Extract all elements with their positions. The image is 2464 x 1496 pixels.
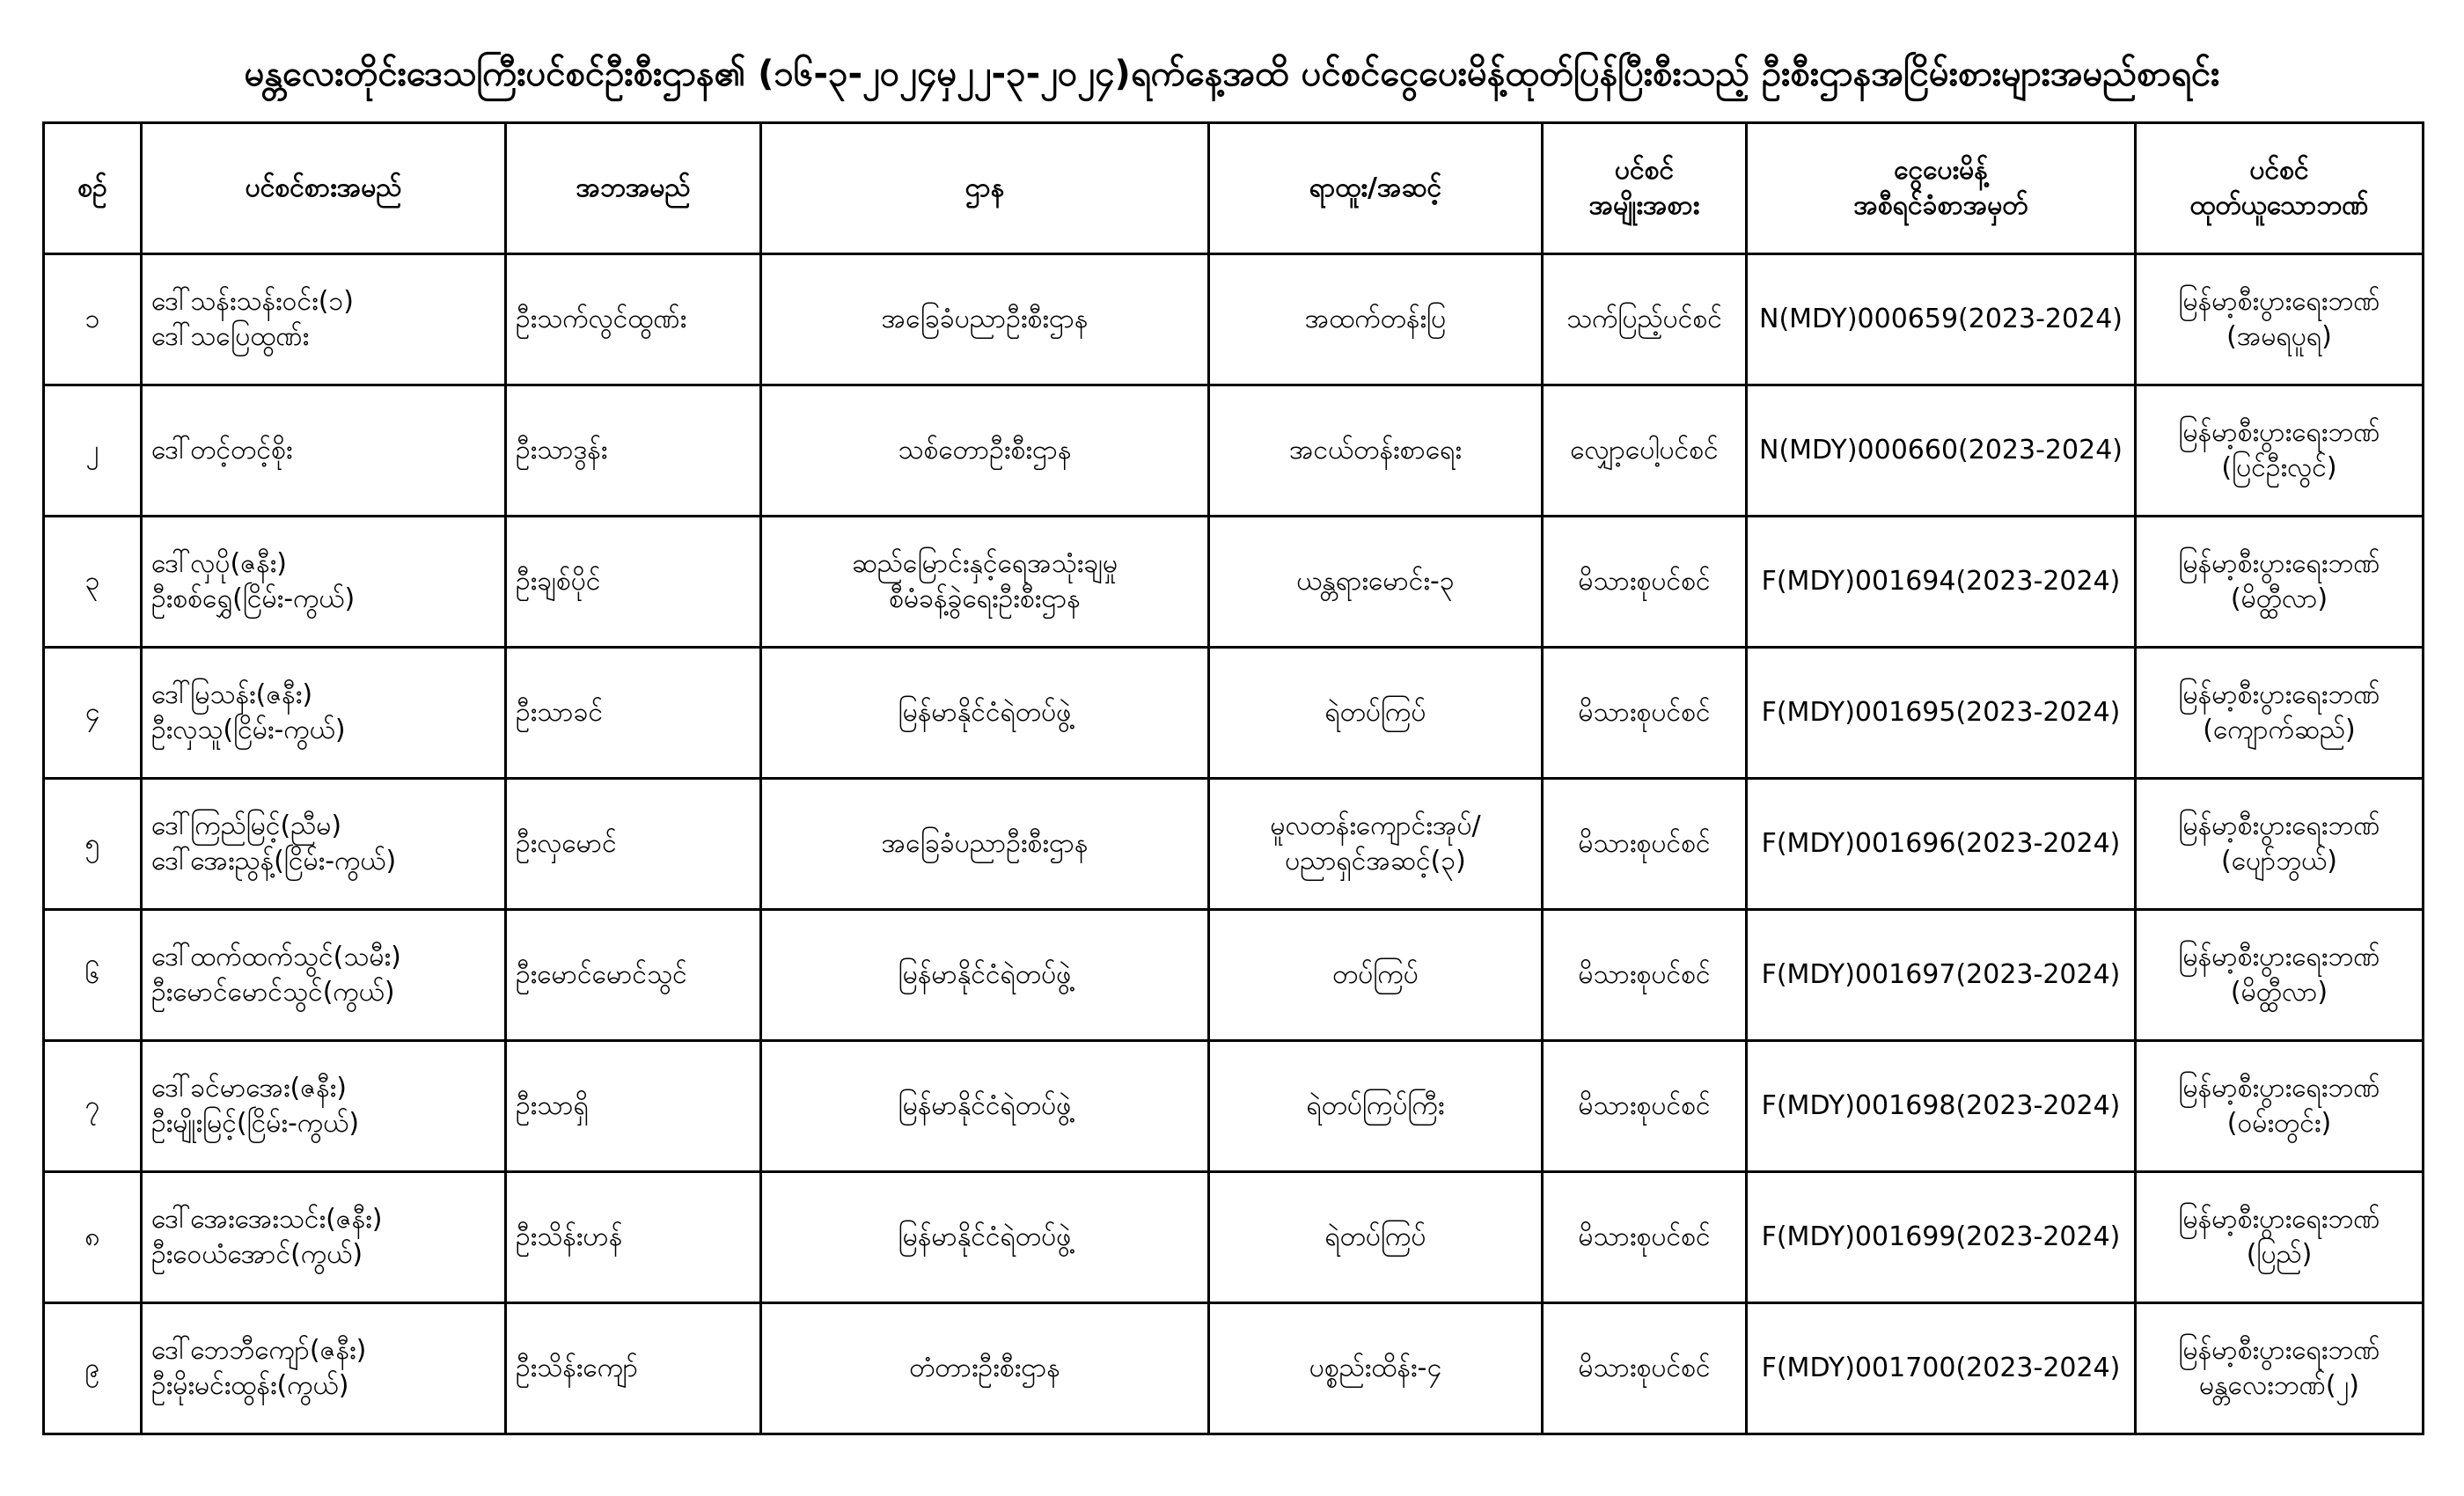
cell-text: F(MDY)001698(2023-2024) (1761, 1090, 2121, 1121)
cell-rank (1209, 910, 1543, 1041)
cell-pension-type (1543, 254, 1747, 385)
cell-rank (1209, 648, 1543, 779)
cell-bank (2136, 254, 2424, 385)
table-row (44, 910, 2424, 1041)
cell-father-name (506, 648, 761, 779)
cell-text: ပစ္စည်းထိန်း-၄ (1309, 1353, 1442, 1383)
cell-text: မိသားစုပင်စင် (1578, 959, 1711, 990)
cell-text: F(MDY)001697(2023-2024) (1761, 959, 2121, 990)
page-title: မန္တလေးတိုင်းဒေသကြီးပင်စင်ဦးစီးဌာန၏ (၁၆-၃-၂၀၂၄မှ၂၂-၃-၂၀၂၄)ရက်နေ့အထိ ပင်စင်ငွေပေးမိန့်ထုတ်ပြန်ပြီးစီးသည့် ဦးစီးဌာနအငြိမ်းစားများအမည်စာရင်း (244, 54, 2220, 94)
cell-text: သက်ပြည့်ပင်စင် (1566, 304, 1722, 334)
cell-text: ၂ (85, 435, 99, 466)
cell-text: ဦးမောင်မောင်သွင်(ကွယ်) (151, 977, 395, 1008)
cell-text: ဒေါ်မြသန်း(ဇနီး) (151, 679, 313, 710)
cell-pensioner-name (142, 648, 506, 779)
cell-department (761, 1041, 1209, 1172)
cell-text: အခြေခံပညာဦးစီးဌာန (881, 304, 1089, 334)
cell-text: ဒေါ်အေးအေးသင်း(ဇနီး) (151, 1204, 383, 1235)
cell-pension-type (1543, 910, 1747, 1041)
cell-rank (1209, 779, 1543, 910)
cell-order-number (1747, 910, 2136, 1041)
header-label: အဘအမည် (576, 172, 691, 203)
cell-text: ဦးဝေယံအောင်(ကွယ်) (151, 1239, 363, 1270)
cell-text: (ပြင်ဦးလွင်) (2221, 452, 2337, 483)
table-row (44, 648, 2424, 779)
cell-rank (1209, 1041, 1543, 1172)
cell-text: အထက်တန်းပြ (1304, 304, 1447, 334)
cell-pensioner-name (142, 1041, 506, 1172)
cell-text: မိသားစုပင်စင် (1578, 566, 1711, 597)
table-row (44, 254, 2424, 385)
cell-text: ၈ (84, 1221, 100, 1252)
cell-text: F(MDY)001695(2023-2024) (1761, 697, 2121, 728)
cell-text: ဆည်မြောင်းနှင့်ရေအသုံးချမှု (851, 548, 1118, 579)
cell-department (761, 517, 1209, 648)
cell-pension-type (1543, 648, 1747, 779)
cell-text: ဒေါ်ဘေဘီကျော်(ဇနီး) (151, 1335, 367, 1366)
cell-text: (ကျောက်ဆည်) (2203, 715, 2356, 745)
cell-text: မြန်မာ့စီးပွားရေးဘဏ် (2178, 1335, 2380, 1366)
cell-text: (ပျော်ဘွယ်) (2221, 846, 2337, 876)
cell-father-name (506, 1303, 761, 1434)
cell-text: ဦးသက်လွင်ထွဏ်း (516, 304, 687, 334)
cell-text: ဦးလှသူ(ငြိမ်း-ကွယ်) (151, 715, 346, 745)
cell-text: ဦးသိန်းဟန် (516, 1221, 623, 1252)
cell-text: ဦးလှမောင် (516, 828, 617, 859)
cell-text: ၆ (84, 959, 100, 990)
cell-text: ၄ (84, 697, 100, 728)
cell-text: F(MDY)001700(2023-2024) (1761, 1353, 2121, 1383)
cell-pensioner-name (142, 517, 506, 648)
header-label: အစီရင်ခံစာအမှတ် (1853, 190, 2028, 221)
cell-text: ဒေါ်သန်းသန်းဝင်း(၁) (151, 286, 354, 317)
table-body (44, 254, 2424, 1434)
cell-text: ရဲတပ်ကြပ် (1324, 697, 1426, 728)
cell-department (761, 1303, 1209, 1434)
cell-text: ၉ (84, 1353, 100, 1383)
cell-text: မြန်မာ့စီးပွားရေးဘဏ် (2178, 1204, 2380, 1235)
cell-rank (1209, 385, 1543, 517)
header-label: ရာထူး/အဆင့် (1309, 172, 1442, 203)
cell-text: (ပြည်) (2246, 1239, 2313, 1270)
cell-text: (မိတ္ထီလာ) (2230, 977, 2328, 1008)
cell-father-name (506, 779, 761, 910)
header-label: ထုတ်ယူသောဘဏ် (2189, 190, 2369, 221)
cell-bank (2136, 910, 2424, 1041)
table-row (44, 517, 2424, 648)
header-label: ဌာန (964, 172, 1005, 203)
cell-order-number (1747, 648, 2136, 779)
cell-no (44, 1303, 142, 1434)
header-label: စဉ် (77, 172, 107, 203)
cell-text: ပညာရှင်အဆင့်(၃) (1285, 846, 1466, 876)
cell-text: F(MDY)001694(2023-2024) (1761, 566, 2121, 597)
cell-text: အခြေခံပညာဦးစီးဌာန (881, 828, 1089, 859)
cell-text: ဒေါ်တင့်တင့်စိုး (151, 435, 293, 466)
cell-text: သစ်တောဦးစီးဌာန (898, 435, 1072, 466)
cell-text: တပ်ကြပ် (1332, 959, 1419, 990)
cell-text: မြန်မာ့စီးပွားရေးဘဏ် (2178, 942, 2380, 972)
cell-pension-type (1543, 385, 1747, 517)
cell-father-name (506, 254, 761, 385)
cell-order-number (1747, 779, 2136, 910)
cell-pension-type (1543, 1041, 1747, 1172)
cell-text: မြန်မာ့စီးပွားရေးဘဏ် (2178, 810, 2380, 841)
cell-pensioner-name (142, 385, 506, 517)
cell-order-number (1747, 385, 2136, 517)
cell-pension-type (1543, 517, 1747, 648)
header-row (44, 123, 2424, 254)
cell-text: ဦးစစ်ရွှေ(ငြိမ်း-ကွယ်) (151, 583, 356, 614)
cell-text: အငယ်တန်းစာရေး (1289, 435, 1462, 466)
cell-text: မိသားစုပင်စင် (1578, 697, 1711, 728)
cell-no (44, 910, 142, 1041)
cell-bank (2136, 1303, 2424, 1434)
cell-text: မြန်မာနိုင်ငံရဲတပ်ဖွဲ့ (898, 1090, 1072, 1121)
cell-department (761, 910, 1209, 1041)
cell-text: ဦးသာရှိ (516, 1090, 589, 1121)
cell-text: ရဲတပ်ကြပ်ကြီး (1306, 1090, 1445, 1121)
cell-text: (ဝမ်းတွင်း) (2226, 1108, 2332, 1139)
cell-text: F(MDY)001696(2023-2024) (1761, 828, 2121, 859)
pensioner-table (42, 121, 2424, 1435)
cell-text: ဦးမျိုးမြင့်(ငြိမ်း-ကွယ်) (151, 1108, 360, 1139)
cell-father-name (506, 517, 761, 648)
col-header-order (1747, 123, 2136, 254)
cell-text: မူလတန်းကျောင်းအုပ်/ (1270, 810, 1481, 841)
cell-text: ဒေါ်ကြည်မြင့်(ညီမ) (151, 810, 342, 841)
cell-bank (2136, 1041, 2424, 1172)
cell-department (761, 385, 1209, 517)
cell-bank (2136, 779, 2424, 910)
col-header-no (44, 123, 142, 254)
cell-pension-type (1543, 1172, 1747, 1303)
cell-no (44, 1041, 142, 1172)
col-header-type (1543, 123, 1747, 254)
cell-no (44, 517, 142, 648)
cell-rank (1209, 517, 1543, 648)
cell-text: ၁ (84, 304, 100, 334)
col-header-bank (2136, 123, 2424, 254)
cell-father-name (506, 1041, 761, 1172)
cell-bank (2136, 385, 2424, 517)
cell-text: မြန်မာ့စီးပွားရေးဘဏ် (2178, 679, 2380, 710)
cell-pensioner-name (142, 1303, 506, 1434)
header-label: အမျိုးအစား (1588, 190, 1700, 221)
cell-text: မိသားစုပင်စင် (1578, 1353, 1711, 1383)
table-row (44, 385, 2424, 517)
cell-text: ဦးမိုးမင်းထွန်း(ကွယ်) (151, 1370, 349, 1401)
cell-text: ၅ (84, 828, 100, 859)
cell-father-name (506, 385, 761, 517)
cell-rank (1209, 254, 1543, 385)
cell-bank (2136, 517, 2424, 648)
cell-order-number (1747, 254, 2136, 385)
cell-text: မိသားစုပင်စင် (1578, 828, 1711, 859)
cell-pensioner-name (142, 910, 506, 1041)
cell-text: ဒေါ်ခင်မာအေး(ဇနီး) (151, 1073, 347, 1104)
cell-pensioner-name (142, 1172, 506, 1303)
cell-text: ဒေါ်သပြေထွဏ်း (151, 321, 310, 352)
cell-order-number (1747, 1041, 2136, 1172)
cell-no (44, 385, 142, 517)
col-header-dept (761, 123, 1209, 254)
cell-text: ဒေါ်အေးညွန့်(ငြိမ်း-ကွယ်) (151, 846, 397, 876)
cell-text: မိသားစုပင်စင် (1578, 1221, 1711, 1252)
cell-order-number (1747, 517, 2136, 648)
cell-text: မြန်မာနိုင်ငံရဲတပ်ဖွဲ့ (898, 959, 1072, 990)
cell-order-number (1747, 1303, 2136, 1434)
cell-text: မြန်မာ့စီးပွားရေးဘဏ် (2178, 286, 2380, 317)
cell-pension-type (1543, 1303, 1747, 1434)
cell-text: ဒေါ်လှပို(ဇနီး) (151, 548, 287, 579)
table-row (44, 1041, 2424, 1172)
cell-pensioner-name (142, 254, 506, 385)
cell-no (44, 254, 142, 385)
cell-order-number (1747, 1172, 2136, 1303)
header-label: ပင်စင် (2249, 155, 2309, 186)
cell-text: မိသားစုပင်စင် (1578, 1090, 1711, 1121)
cell-text: N(MDY)000659(2023-2024) (1759, 304, 2123, 334)
cell-department (761, 648, 1209, 779)
cell-no (44, 648, 142, 779)
header-label: ပင်စင်စားအမည် (245, 172, 402, 203)
cell-text: ဦးသိန်းကျော် (516, 1353, 639, 1383)
header-label: ငွေပေးမိန့် (1894, 155, 1988, 186)
cell-rank (1209, 1303, 1543, 1434)
cell-text: (အမရပူရ) (2226, 321, 2332, 352)
cell-text: မြန်မာ့စီးပွားရေးဘဏ် (2178, 548, 2380, 579)
cell-department (761, 779, 1209, 910)
cell-text: တံတားဦးစီးဌာန (909, 1353, 1060, 1383)
cell-rank (1209, 1172, 1543, 1303)
header-label: ပင်စင် (1614, 155, 1675, 186)
cell-bank (2136, 648, 2424, 779)
cell-text: စီမံခန့်ခွဲရေးဦးစီးဌာန (889, 583, 1081, 614)
cell-text: ယန္တရားမောင်း-၃ (1296, 566, 1455, 597)
cell-text: ဦးချစ်ပိုင် (516, 566, 601, 597)
cell-text: N(MDY)000660(2023-2024) (1759, 435, 2123, 466)
cell-text: မန္တလေးဘဏ်(၂) (2199, 1370, 2359, 1401)
cell-text: ဦးမောင်မောင်သွင် (516, 959, 687, 990)
col-header-name (142, 123, 506, 254)
cell-department (761, 1172, 1209, 1303)
cell-text: မြန်မာနိုင်ငံရဲတပ်ဖွဲ့ (898, 697, 1072, 728)
cell-no (44, 1172, 142, 1303)
cell-department (761, 254, 1209, 385)
cell-text: မြန်မာ့စီးပွားရေးဘဏ် (2178, 1073, 2380, 1104)
cell-text: မြန်မာနိုင်ငံရဲတပ်ဖွဲ့ (898, 1221, 1072, 1252)
cell-no (44, 779, 142, 910)
col-header-rank (1209, 123, 1543, 254)
cell-text: မြန်မာ့စီးပွားရေးဘဏ် (2178, 417, 2380, 448)
cell-text: ရဲတပ်ကြပ် (1324, 1221, 1426, 1252)
cell-text: F(MDY)001699(2023-2024) (1761, 1221, 2121, 1252)
cell-pension-type (1543, 779, 1747, 910)
cell-text: ဒေါ်ထက်ထက်သွင်(သမီး) (151, 942, 401, 972)
cell-text: ဦးသာခင် (516, 697, 604, 728)
cell-text: ၇ (84, 1090, 100, 1121)
cell-father-name (506, 910, 761, 1041)
cell-father-name (506, 1172, 761, 1303)
cell-text: ဦးသာဒွန်း (516, 435, 608, 466)
cell-text: ၃ (84, 566, 100, 597)
table-row (44, 779, 2424, 910)
cell-text: (မိတ္ထီလာ) (2230, 583, 2328, 614)
table-row (44, 1172, 2424, 1303)
cell-pensioner-name (142, 779, 506, 910)
col-header-father (506, 123, 761, 254)
table-row (44, 1303, 2424, 1434)
cell-bank (2136, 1172, 2424, 1303)
cell-text: လျှော့ပေါ့ပင်စင် (1570, 435, 1719, 466)
